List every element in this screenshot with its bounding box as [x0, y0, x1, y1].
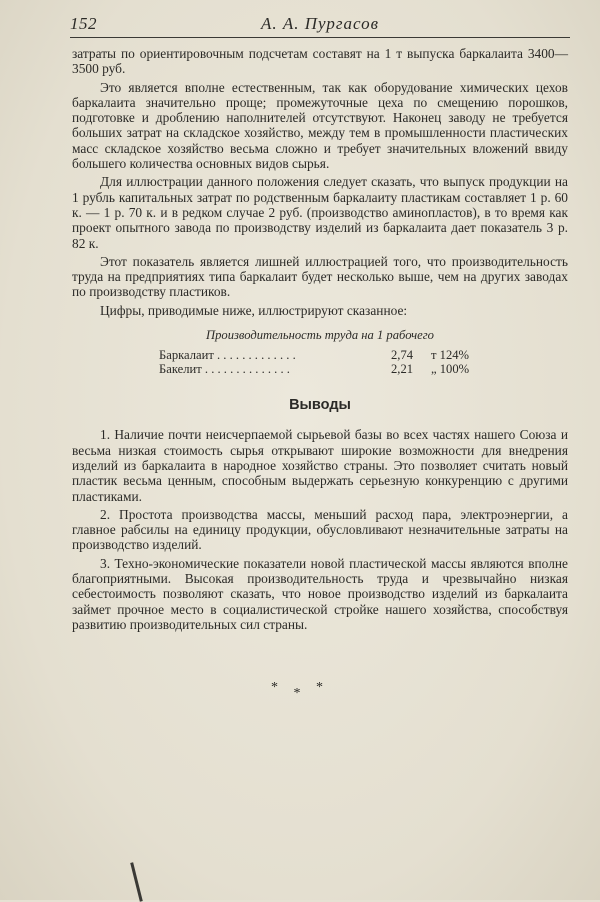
paragraph: Этот показатель является лишней иллюстрацией того, что производительность труда на предприятиях типа баркалаит будет несколько выше, чем на других заводах по производству пластиков. [72, 253, 568, 300]
table-row [72, 348, 568, 362]
paragraph: Для иллюстрации данного положения следует сказать, что выпуск продукции на 1 рубль капитальных затрат по родственным баркалаиту пластикам составляет 1 р. 60 к. — 1 р. 70 к. и в редком случае 2 руб. (производство аминопластов), в то время как проект опытного завода по производству изделий из баркалаита дает показатель 3 р. 82 к. [72, 174, 568, 251]
running-title: А. А. Пургасов [260, 14, 379, 33]
asterisk: * [293, 686, 307, 701]
page-number: 152 [70, 14, 97, 33]
conclusion-item: 1. Наличие почти неисчерпаемой сырьевой базы во всех частях нашего Союза и весьма низкая стоимость сырья открывают широкие возможности для внедрения изделий из баркалаита в народное хозяйство страны. Это позволяет считать новый пластик весьма ценным, способным выдержать серьезную конкуренцию с другими пластиками. [72, 427, 568, 504]
paragraph: Цифры, приводимые ниже, иллюстрируют сказанное: [100, 302, 408, 318]
page-body [72, 46, 568, 635]
table-caption: Производительность труда на 1 рабочего [206, 328, 434, 343]
page-mark [130, 862, 143, 902]
asterisk: * [316, 680, 329, 695]
table-cell-unit: „ 100% [431, 362, 470, 377]
section-title: Выводы [289, 397, 351, 414]
paragraph: затраты по ориентировочным подсчетам составят на 1 т выпуска баркалаита 3400—3500 руб. [72, 46, 568, 77]
conclusion-item: 2. Простота производства массы, меньший расход пара, электроэнергии, а главное рабсилы на единицу продукции, обусловливают незначительные затраты на производство изделий. [72, 506, 568, 553]
table-cell-name: Бакелит . . . . . . . . . . . . . . [159, 362, 290, 377]
table-row [72, 362, 568, 376]
table-cell-value: 2,74 [391, 348, 414, 363]
productivity-table [72, 328, 568, 376]
conclusion-item: 3. Техно-экономические показатели новой пластической массы являются вполне благоприятными. Высокая производительность труда и чрезвычайно низкая себестоимость позволяют сказать, что новое производство изделий из баркалаита займет прочное место в социалистической стройке нашего хозяйства, способствуя развитию производительных сил страны. [72, 555, 568, 632]
asterisk: * [271, 680, 284, 695]
table-cell-unit: т 124% [431, 348, 470, 363]
end-ornament [0, 680, 600, 701]
page-header [70, 12, 570, 38]
table-cell-value: 2,21 [391, 362, 414, 377]
table-cell-name: Баркалаит . . . . . . . . . . . . . [159, 348, 296, 363]
paragraph: Это является вполне естественным, так как оборудование химических цехов баркалаита значительно проще; промежуточные цеха по смещению порошков, подготовке и дроблению наполнителей отсутствуют. Наконец заводу не требуется больших затрат на складское хозяйство, между тем в промышленности пластических масс складское хозяйство весьма сложно и требует значительных вложений ввиду большего количества основных видов сырья. [72, 79, 568, 172]
header-rule [70, 37, 570, 38]
